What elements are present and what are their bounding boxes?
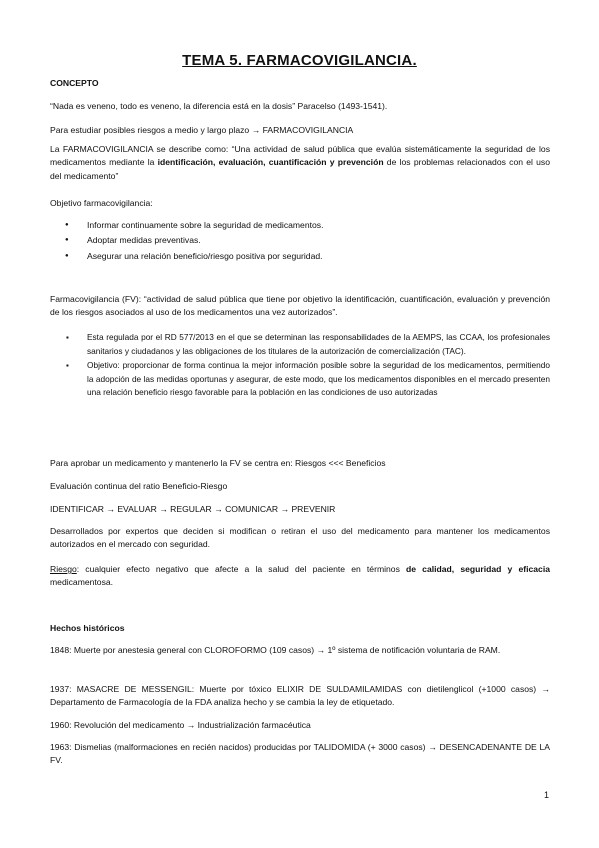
riesgo-bold-terms: de calidad, seguridad y eficacia (406, 564, 550, 574)
fv-definition: Farmacovigilancia (FV): “actividad de salud pública que tiene por objetivo la identificación, cuantificación, evaluación y prevención de los riesgos asociados al uso de los medicamentos una vez autorizados”. (50, 294, 550, 318)
list-item: ● Adoptar medidas preventivas. (50, 233, 550, 248)
desarrollados-paragraph: Desarrollados por expertos que deciden si modifican o retiran el uso del medicamento para mantener los medicamentos autorizados en el mercado con seguridad. (50, 526, 550, 550)
process-steps: IDENTIFICAR → EVALUAR → REGULAR → COMUNICAR → PREVENIR (50, 504, 336, 514)
definition-text-end: de los problemas relacionados con el uso del medicamento” (50, 157, 551, 181)
list-item: ▪ Objetivo: proporcionar de forma continua la mejor información posible sobre la seguridad de los medicamentos, permitiendo la adopción de las medidas oportunas y asegurar, de este modo, que los medicamentos disponibles en el mercado presenten una relación beneficio riesgo favorable para la población en las condiciones de uso autorizadas (50, 359, 550, 400)
list-item: ● Informar continuamente sobre la seguridad de medicamentos. (50, 218, 550, 233)
list-item: ● Asegurar una relación beneficio/riesgo positiva por seguridad. (50, 249, 550, 264)
concepto-heading: CONCEPTO (50, 78, 99, 88)
hecho-1937: 1937: MASACRE DE MESSENGIL: Muerte por tóxico ELIXIR DE SULDAMILAMIDAS con dietilenglicol (+1000 casos) → Departamento de Farmacología de la FDA analiza hecho y se cambia la ley de etiquetado. (50, 684, 550, 708)
objetivo-heading: Objetivo farmacovigilancia: (50, 198, 153, 208)
riesgo-label: Riesgo (50, 564, 77, 574)
hecho-1963: 1963: Dismelias (malformaciones en recién nacidos) producidas por TALIDOMIDA (+ 3000 casos) → DESENCADENANTE DE LA FV. (50, 742, 550, 766)
aprobar-line: Para aprobar un medicamento y mantenerlo la FV se centra en: Riesgos <<< Beneficios (50, 458, 386, 468)
fv-items-list (50, 331, 550, 400)
list-item: ▪ Esta regulada por el RD 577/2013 en el que se determinan las responsabilidades de la AEMPS, las CCAA, los profesionales sanitarios y ciudadanos y las obligaciones de los titulares de la autorización de comercialización (TAC). (50, 331, 550, 358)
definition-bold-terms: identificación, evaluación, cuantificación y prevención (157, 157, 384, 168)
page-number: 1 (543, 790, 549, 800)
hechos-heading: Hechos históricos (50, 623, 125, 633)
document-title: TEMA 5. FARMACOVIGILANCIA. (182, 52, 417, 69)
farmacovigilancia-definition (50, 143, 550, 183)
paracelso-quote: “Nada es veneno, todo es veneno, la diferencia está en la dosis” Paracelso (1493-1541). (50, 101, 388, 111)
hecho-1848: 1848: Muerte por anestesia general con CLOROFORMO (109 casos) → 1º sistema de notificación voluntaria de RAM. (50, 645, 501, 655)
riesgo-text-start: : cualquier efecto negativo que afecte a la salud del paciente en términos (76, 564, 407, 574)
evaluacion-line: Evaluación continua del ratio Beneficio-Riesgo (50, 481, 228, 491)
definition-text-start: La FARMACOVIGILANCIA se describe como: “Una actividad de salud pública que evalúa sistemáticamente la seguridad de los medicamentos mediante la (50, 144, 550, 168)
estudiar-riesgos-line: Para estudiar posibles riesgos a medio y largo plazo → FARMACOVIGILANCIA (50, 125, 354, 135)
riesgo-definition (50, 563, 550, 590)
hecho-1960: 1960: Revolución del medicamento → Industrialización farmacéutica (50, 720, 311, 730)
riesgo-text-end: medicamentosa. (50, 577, 114, 588)
objetivos-list (50, 218, 550, 264)
